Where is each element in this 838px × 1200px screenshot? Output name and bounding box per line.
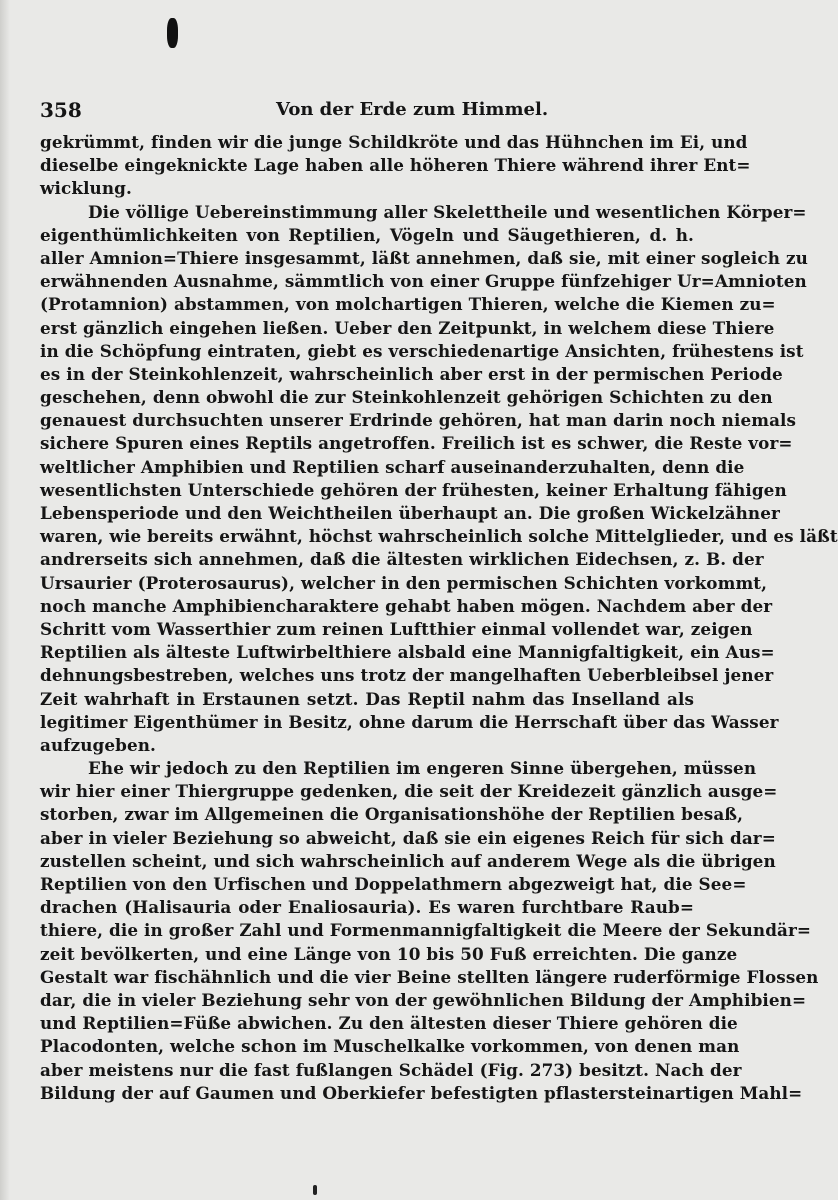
text-line: aber in vieler Beziehung so abweicht, daß sie ein eigenes Reich für sich dar= xyxy=(40,827,776,848)
text-line xyxy=(40,1105,694,1128)
text-line: zeit bevölkerten, und eine Länge von 10 bis 50 Fuß erreichten. Die ganze xyxy=(40,943,738,964)
text-line: und Reptilien=Füße abwichen. Zu den ältesten dieser Thiere gehören die xyxy=(40,1013,738,1034)
text-line: Schritt vom Wasserthier zum reinen Luftthier einmal vollendet war, zeigen xyxy=(40,618,753,639)
text-line: dehnungsbestreben, welches uns trotz der mangelhaften Ueberbleibsel jener xyxy=(40,665,774,686)
text-line: es in der Steinkohlenzeit, wahrscheinlich aber erst in der permischen Periode xyxy=(40,363,783,384)
text-line: Reptilien von den Urfischen und Doppelathmern abgezweigt hat, die See= xyxy=(40,874,747,894)
text-line: erwähnenden Ausnahme, sämmtlich von einer Gruppe fünfzehiger Ur=Amnioten xyxy=(40,271,807,292)
text-line: dar, die in vieler Beziehung sehr von der gewöhnlichen Bildung der Amphibien= xyxy=(40,989,807,1010)
text-line: weltlicher Amphibien und Reptilien scharf auseinanderzuhalten, denn die xyxy=(40,456,745,477)
text-line: zustellen scheint, und sich wahrscheinlich auf anderem Wege als die übrigen xyxy=(40,850,776,871)
text-line: drachen (Halisauria oder Enaliosauria). Es waren furchtbare Raub= xyxy=(40,897,694,918)
text-line: dieselbe eingeknickte Lage haben alle höheren Thiere während ihrer Ent= xyxy=(40,155,751,176)
text-line: Ursaurier (Proterosaurus), welcher in den permischen Schichten vorkommt, xyxy=(40,572,768,593)
text-line: wesentlichsten Unterschiede gehören der frühesten, keiner Erhaltung fähigen xyxy=(40,479,787,500)
text-line: Zeit wahrhaft in Erstaunen setzt. Das Reptil nahm das Inselland als xyxy=(40,688,694,709)
text-line: legitimer Eigenthümer in Besitz, ohne darum die Herrschaft über das Wasser xyxy=(40,711,779,732)
text-line: aber meistens nur die fast fußlangen Schädel (Fig. 273) besitzt. Nach der xyxy=(40,1059,742,1080)
text-line: andrerseits sich annehmen, daß die ältesten wirklichen Eidechsen, z. B. der xyxy=(40,549,764,570)
page-number: 358 xyxy=(40,98,82,122)
text-line: Bildung der auf Gaumen und Oberkiefer befestigten pflastersteinartigen Mahl= xyxy=(40,1082,803,1103)
text-line: aufzugeben. xyxy=(40,734,156,755)
text-line: gekrümmt, finden wir die junge Schildkröte und das Hühnchen im Ei, und xyxy=(40,132,748,152)
text-line: waren, wie bereits erwähnt, höchst wahrscheinlich solche Mittelglieder, und es läßt xyxy=(40,526,838,547)
text-line: Gestalt war fischähnlich und die vier Beine stellten längere ruderförmige Flossen xyxy=(40,966,819,987)
text-line: noch manche Amphibiencharaktere gehabt haben mögen. Nachdem aber der xyxy=(40,595,773,616)
text-line: eigenthümlichkeiten von Reptilien, Vögeln und Säugethieren, d. h. xyxy=(40,224,694,245)
text-line: sichere Spuren eines Reptils angetroffen. Freilich ist es schwer, die Reste vor= xyxy=(40,433,793,454)
text-line: erst gänzlich eingehen ließen. Ueber den Zeitpunkt, in welchem diese Thiere xyxy=(40,317,775,338)
ink-speck xyxy=(313,1185,317,1195)
text-line: in die Schöpfung eintraten, giebt es verschiedenartige Ansichten, frühestens ist xyxy=(40,340,804,361)
text-line: Ehe wir jedoch zu den Reptilien im engeren Sinne übergehen, müssen xyxy=(88,758,757,779)
text-line: Die völlige Uebereinstimmung aller Skelettheile und wesentlichen Körper= xyxy=(88,201,807,222)
body-text xyxy=(40,131,838,1128)
text-line: Lebensperiode und den Weichtheilen überhaupt an. Die großen Wickelzähner xyxy=(40,503,780,523)
text-line: geschehen, denn obwohl die zur Steinkohlenzeit gehörigen Schichten zu den xyxy=(40,387,773,408)
text-line: aller Amnion=Thiere insgesammt, läßt annehmen, daß sie, mit einer sogleich zu xyxy=(40,247,808,268)
text-line: thiere, die in großer Zahl und Formenmannigfaltigkeit die Meere der Sekundär= xyxy=(40,920,812,941)
text-line: genauest durchsuchten unserer Erdrinde gehören, hat man darin noch niemals xyxy=(40,410,797,431)
text-line: wir hier einer Thiergruppe gedenken, die seit der Kreidezeit gänzlich ausge= xyxy=(40,781,778,802)
text-line: (Protamnion) abstammen, von molchartigen Thieren, welche die Kiemen zu= xyxy=(40,294,776,315)
text-line: Placodonten, welche schon im Muschelkalke vorkommen, von denen man xyxy=(40,1036,740,1057)
text-line: Reptilien als älteste Luftwirbelthiere alsbald eine Mannigfaltigkeit, ein Aus= xyxy=(40,642,775,663)
page-edge-shadow xyxy=(0,0,10,1200)
text-line: storben, zwar im Allgemeinen die Organisationshöhe der Reptilien besaß, xyxy=(40,804,744,825)
page-header xyxy=(40,98,692,124)
ink-blot xyxy=(167,18,178,48)
running-title: Von der Erde zum Himmel. xyxy=(276,99,549,120)
text-line: wicklung. xyxy=(40,178,132,199)
